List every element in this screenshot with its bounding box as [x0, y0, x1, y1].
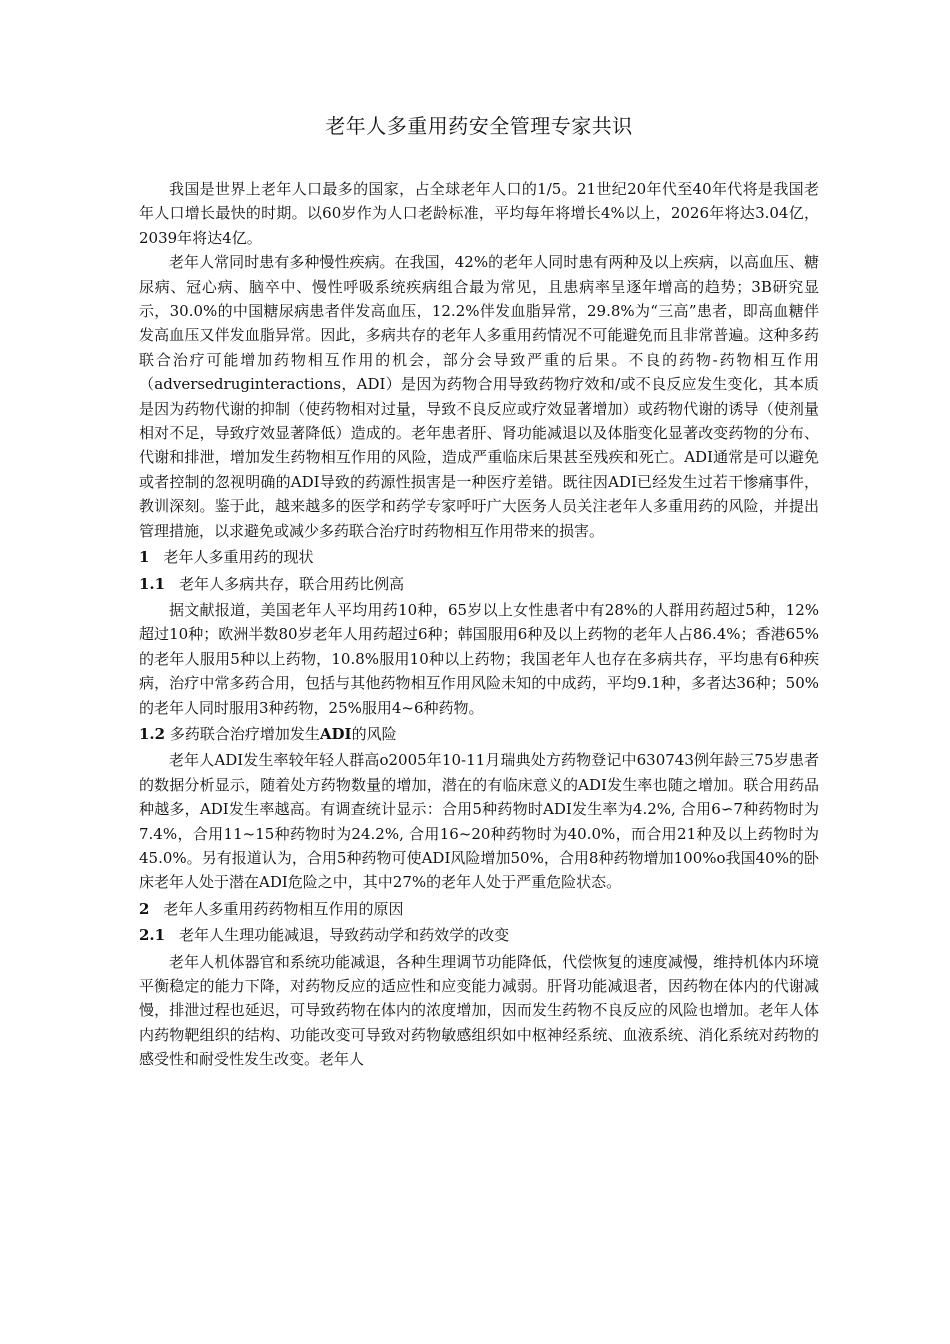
section-title-pre: 多药联合治疗增加发生 — [169, 724, 320, 743]
section-title: 老年人多重用药的现状 — [163, 548, 314, 567]
section-1-2-paragraph: 老年人ADI发生率较年轻人群高o2005年10-11月瑞典处方药物登记中630743例年龄三75岁患者的数据分析显示，随着处方药物数量的增加，潜在的有临床意义的ADI发生率也随之增加。联合用药品种越多，ADI发生率越高。有调查统计显示：合用5种药物时ADI发生率为4.2%, 合用6∽7种药物时为7.4%，合用11~15种药物时为24.2%, 合用16~20种药物时为40.0%，而合用21种及以上药物时为45.0%。另有报道认为，合用5种药物可使ADI风险增加50%，合用8种药物增加100%o我国40%的卧床老年人处于潜在ADI危险之中，其中27%的老年人处于严重危险状态。 — [139, 751, 819, 892]
section-2-heading — [139, 897, 819, 921]
section-2-1-heading — [139, 923, 819, 947]
section-number: 1.2 — [139, 724, 166, 743]
section-title: 老年人生理功能减退，导致药动学和药效学的改变 — [179, 926, 510, 945]
intro-paragraph-2: 老年人常同时患有多种慢性疾病。在我国，42%的老年人同时患有两种及以上疾病，以高血压、糖尿病、冠心病、脑卒中、慢性呼吸系统疾病组合最为常见，且患病率呈逐年增高的趋势；3B研究显示，30.0%的中国糖尿病患者伴发高血压，12.2%伴发血脂异常，29.8%为“三高”患者，即高血糖伴发高血压又伴发血脂异常。因此，多病共存的老年人多重用药情况不可能避免而且非常普遍。这种多药联合治疗可能增加药物相互作用的机会，部分会导致严重的后果。不良的药物-药物相互作用（adversedruginteractions，ADI）是因为药物合用导致药物疗效和/或不良反应发生变化，其本质是因为药物代谢的抑制（使药物相对过量，导致不良反应或疗效显著增加）或药物代谢的诱导（使剂量相对不足，导致疗效显著降低）造成的。老年患者肝、肾功能减退以及体脂变化显著改变药物的分布、代谢和排泄，增加发生药物相互作用的风险，造成严重临床后果甚至残疾和死亡。ADI通常是可以避免或者控制的忽视明确的ADI导致的药源性损害是一种医疗差错。既往因ADI已经发生过若干惨痛事件，教训深刻。鉴于此，越来越多的医学和药学专家呼吁广大医务人员关注老年人多重用药的风险，并提出管理措施，以求避免或减少多药联合治疗时药物相互作用带来的损害。 — [139, 253, 819, 540]
section-1-1-heading — [139, 572, 819, 596]
section-title: 老年人多重用药药物相互作用的原因 — [163, 899, 404, 918]
section-2-1-paragraph: 老年人机体器官和系统功能减退，各种生理调节功能降低，代偿恢复的速度减慢，维持机体内环境平衡稳定的能力下降，对药物反应的适应性和应变能力减弱。肝肾功能减退者，因药物在体内的代谢减慢，排泄过程也延迟，可导致药物在体内的浓度增加，因而发生药物不良反应的风险也增加。老年人体内药物靶组织的结构、功能改变可导致对药物敏感组织如中枢神经系统、血液系统、消化系统对药物的感受性和耐受性发生改变。老年人 — [139, 952, 819, 1069]
section-1-heading — [139, 545, 819, 569]
section-number: 1.1 — [139, 574, 166, 593]
section-number: 2.1 — [139, 926, 166, 945]
intro-paragraph-1: 我国是世界上老年人口最多的国家，占全球老年人口的1/5。21世纪20年代至40年代将是我国老年人口增长最快的时期。以60岁作为人口老龄标准，平均每年将增长4%以上，2026年将达3.04亿，2039年将达4亿。 — [139, 180, 819, 247]
section-title-post: 的风险 — [351, 724, 397, 743]
section-number: 1 — [139, 548, 150, 567]
section-1-2-heading — [139, 722, 819, 746]
document-page — [139, 110, 819, 1072]
section-title: 老年人多病共存，联合用药比例高 — [179, 574, 405, 593]
section-title-bold: ADI — [319, 724, 352, 743]
document-title: 老年人多重用药安全管理专家共识 — [325, 114, 633, 138]
section-1-1-paragraph: 据文献报道，美国老年人平均用药10种，65岁以上女性患者中有28%的人群用药超过5种，12%超过10种；欧洲半数80岁老年人用药超过6种；韩国服用6种及以上药物的老年人占86.4%；香港65%的老年人服用5种以上药物，10.8%服用10种以上药物；我国老年人也存在多病共存，平均患有6种疾病，治疗中常多药合用，包括与其他药物相互作用风险未知的中成药，平均9.1种，多者达36种；50%的老年人同时服用3种药物，25%服用4~6种药物。 — [139, 600, 819, 717]
section-number: 2 — [139, 899, 150, 918]
